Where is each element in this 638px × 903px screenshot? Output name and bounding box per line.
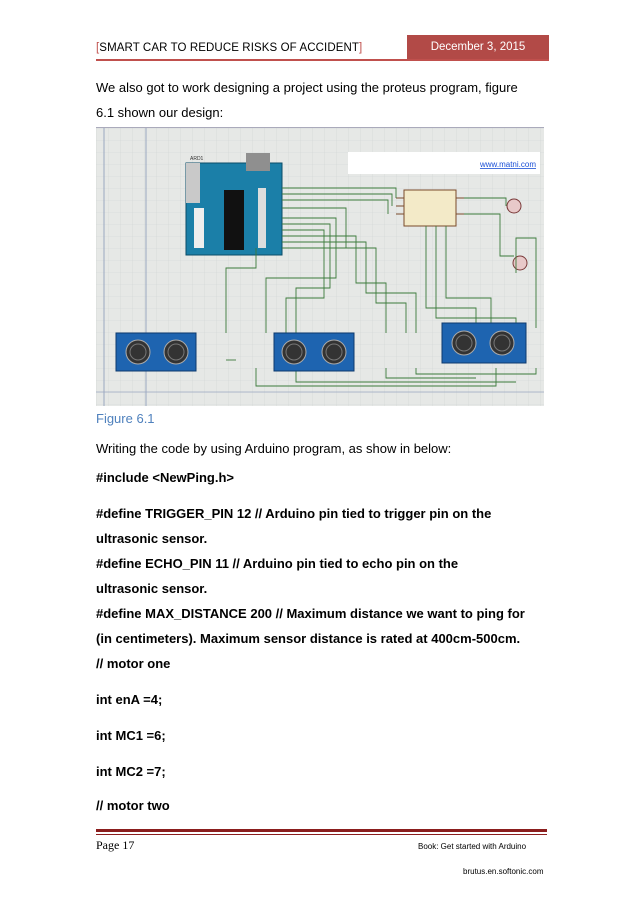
footer-rule-thick [96,829,547,832]
footer-url: brutus.en.softonic.com [463,867,544,876]
header-date-badge: December 3, 2015 [407,35,549,59]
ultrasonic-sensor-3 [442,323,526,363]
svg-text:ARD1: ARD1 [190,156,204,162]
ultrasonic-sensor-1 [116,333,196,371]
intro-paragraph: We also got to work designing a project using the proteus program, figure 6.1 shown our design: [96,80,518,120]
bracket-close: ] [359,42,363,54]
footer-book-title: Book: Get started with Arduino [418,842,527,851]
bracket-open: [ [96,42,100,54]
code-line: int MC1 =6; [96,728,166,743]
code-line: // motor one [96,656,171,671]
schematic-svg [96,128,544,406]
motor-two [513,256,527,270]
ultrasonic-sensor-2 [274,333,354,371]
header-rule [96,59,549,61]
page-number: Page 17 [96,838,135,852]
code-line: // motor two [96,798,170,813]
document-header-title [96,42,362,54]
code-line: int MC2 =7; [96,764,166,779]
code-line: #include <NewPing.h> [96,470,234,485]
figure-watermark-link[interactable]: www.matni.com [479,160,536,169]
code-line: #define MAX_DISTANCE 200 // Maximum distance we want to ping for (in centimeters). Maximum sensor distance is rated at 400cm-500cm. [96,606,525,646]
code-line: int enA =4; [96,692,163,707]
code-line: #define ECHO_PIN 11 // Arduino pin tied to echo pin on the ultrasonic sensor. [96,556,459,596]
motor-driver-chip [396,190,464,226]
motor-one [507,199,521,213]
arduino-board [186,153,282,255]
code-intro-paragraph: Writing the code by using Arduino program, as show in below: [96,441,452,456]
header-title-text: SMART CAR TO REDUCE RISKS OF ACCIDENT [99,42,360,54]
footer-rule-thin [96,834,547,835]
code-line: #define TRIGGER_PIN 12 // Arduino pin tied to trigger pin on the ultrasonic sensor. [96,506,492,546]
figure-caption: Figure 6.1 [96,411,155,426]
proteus-schematic-figure [96,127,544,406]
